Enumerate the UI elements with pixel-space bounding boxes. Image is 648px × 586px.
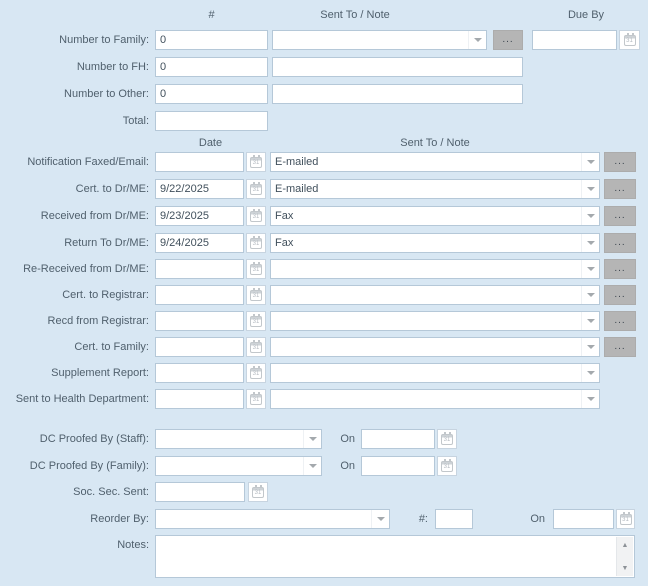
more-options-button[interactable]: ... [604,285,636,305]
chevron-down-icon [581,286,599,304]
proofed-on-date-input[interactable] [361,429,435,449]
calendar-button[interactable] [246,363,266,383]
dc-proofed-staff-combobox[interactable] [155,429,322,449]
chevron-down-icon [581,180,599,198]
chevron-down-icon [581,312,599,330]
more-options-button[interactable]: ... [604,179,636,199]
scroll-down-icon[interactable]: ▼ [621,564,629,572]
calendar-button[interactable] [246,337,266,357]
date-input[interactable] [155,206,244,226]
calendar-button[interactable] [246,233,266,253]
on-label: On [340,433,355,445]
more-options-button[interactable]: ... [604,233,636,253]
sent-to-combobox[interactable] [270,389,600,409]
row-number-to-fh [0,57,648,77]
proofed-on-date-input[interactable] [361,456,435,476]
calendar-button[interactable] [246,259,266,279]
calendar-icon: 31 [250,211,262,222]
field-label: Re-Received from Dr/ME: [23,263,149,275]
calendar-button[interactable] [246,389,266,409]
chevron-down-icon [581,207,599,225]
calendar-button[interactable] [246,179,266,199]
sent-to-combobox[interactable] [270,285,600,305]
field-label: Reorder By: [90,513,149,525]
date-input[interactable] [155,233,244,253]
field-label: Number to Family: [59,34,149,46]
field-label: DC Proofed By (Staff): [39,433,149,445]
field-label: Cert. to Dr/ME: [75,183,149,195]
calendar-button[interactable] [437,456,457,476]
scroll-up-icon[interactable]: ▲ [621,541,629,549]
calendar-icon: 31 [250,184,262,195]
reorder-on-date-input[interactable] [553,509,614,529]
chevron-down-icon [581,338,599,356]
column-header-sent-to-note: Sent To / Note [320,9,390,21]
on-label: On [340,460,355,472]
reorder-by-combobox[interactable] [155,509,390,529]
chevron-down-icon [581,260,599,278]
field-label: DC Proofed By (Family): [29,460,149,472]
combobox-value: E-mailed [275,156,319,168]
more-options-button[interactable]: ... [604,206,636,226]
field-label: Number to Other: [64,88,149,100]
calendar-button[interactable] [246,311,266,331]
dc-proofed-family-combobox[interactable] [155,456,322,476]
chevron-down-icon [581,364,599,382]
row-cert-to-family [0,337,648,357]
field-label: Received from Dr/ME: [40,210,149,222]
due-by-date-input[interactable] [532,30,617,50]
date-input[interactable] [155,311,244,331]
row-sent-to-health-department [0,389,648,409]
row-received-from-dr-me [0,206,648,226]
notes-scrollbar[interactable] [616,537,633,576]
date-input[interactable] [155,152,244,172]
calendar-icon: 31 [624,35,636,46]
calendar-icon: 31 [441,434,453,445]
sent-to-combobox[interactable] [270,259,600,279]
date-input[interactable] [155,179,244,199]
row-total [0,111,648,131]
sent-to-combobox[interactable] [270,311,600,331]
chevron-down-icon [303,430,321,448]
row-cert-to-registrar [0,285,648,305]
more-options-button[interactable]: ... [493,30,523,50]
row-reorder-by [0,509,648,529]
calendar-icon: 31 [250,264,262,275]
sent-to-combobox[interactable] [270,233,600,253]
sent-to-combobox[interactable] [270,337,600,357]
calendar-button[interactable] [246,206,266,226]
calendar-button[interactable] [616,509,635,529]
chevron-down-icon [581,234,599,252]
number-to-fh-input[interactable] [155,57,268,77]
field-label: Cert. to Family: [74,341,149,353]
column-header-date: Date [198,137,223,149]
calendar-icon: 31 [250,342,262,353]
soc-sec-sent-date-input[interactable] [155,482,245,502]
row-return-to-dr-me [0,233,648,253]
chevron-down-icon [303,457,321,475]
row-dc-proofed-by-staff [0,429,648,449]
combobox-value: Fax [275,210,294,222]
fh-note-input[interactable] [272,57,523,77]
more-options-button[interactable]: ... [604,259,636,279]
number-to-family-input[interactable] [155,30,268,50]
row-recd-from-registrar [0,311,648,331]
calendar-icon: 31 [441,461,453,472]
field-label: Cert. to Registrar: [62,289,149,301]
more-options-button[interactable]: ... [604,311,636,331]
calendar-button[interactable] [437,429,457,449]
row-supplement-report [0,363,648,383]
number-label: #: [418,513,428,525]
calendar-button[interactable] [248,482,268,502]
field-label: Soc. Sec. Sent: [73,486,149,498]
notes-textarea[interactable] [156,536,616,577]
chevron-down-icon [371,510,389,528]
reorder-number-input[interactable] [435,509,473,529]
sent-to-combobox[interactable] [270,179,600,199]
row-soc-sec-sent [0,482,648,502]
more-options-button[interactable]: ... [604,152,636,172]
combobox-value: Fax [275,237,294,249]
calendar-icon: 31 [252,487,264,498]
field-label: Notes: [117,539,149,551]
date-input[interactable] [155,285,244,305]
sent-to-combobox[interactable] [270,152,600,172]
chevron-down-icon [581,390,599,408]
column-header-number: # [208,9,215,21]
calendar-button[interactable] [246,285,266,305]
field-label: Return To Dr/ME: [64,237,149,249]
column-header-sent-to-note-2: Sent To / Note [400,137,470,149]
chevron-down-icon [581,153,599,171]
notes-field [155,535,635,578]
row-dc-proofed-by-family [0,456,648,476]
field-label: Recd from Registrar: [47,315,149,327]
row-notes [0,535,648,578]
total-input[interactable] [155,111,268,131]
sent-to-combobox[interactable] [270,206,600,226]
on-label: On [530,513,545,525]
row-re-received-from-dr-me [0,259,648,279]
date-input[interactable] [155,389,244,409]
row-cert-to-dr-me [0,179,648,199]
sent-to-combobox[interactable] [270,363,600,383]
row-notification-faxed-email [0,152,648,172]
calendar-icon: 31 [250,238,262,249]
field-label: Number to FH: [76,61,149,73]
combobox-value: E-mailed [275,183,319,195]
chevron-down-icon [468,31,486,49]
sent-to-combobox[interactable] [272,30,487,50]
number-to-other-input[interactable] [155,84,268,104]
field-label: Total: [122,115,149,127]
calendar-button[interactable] [619,30,640,50]
field-label: Supplement Report: [51,367,149,379]
calendar-icon: 31 [250,290,262,301]
field-label: Sent to Health Department: [15,393,149,405]
calendar-icon: 31 [250,394,262,405]
other-note-input[interactable] [272,84,523,104]
column-header-due-by: Due By [567,9,605,21]
calendar-icon: 31 [250,157,262,168]
date-input[interactable] [155,363,244,383]
date-input[interactable] [155,337,244,357]
row-number-to-family [0,30,648,50]
date-input[interactable] [155,259,244,279]
calendar-icon: 31 [620,514,632,525]
calendar-icon: 31 [250,316,262,327]
calendar-button[interactable] [246,152,266,172]
field-label: Notification Faxed/Email: [27,156,149,168]
row-number-to-other [0,84,648,104]
more-options-button[interactable]: ... [604,337,636,357]
calendar-icon: 31 [250,368,262,379]
